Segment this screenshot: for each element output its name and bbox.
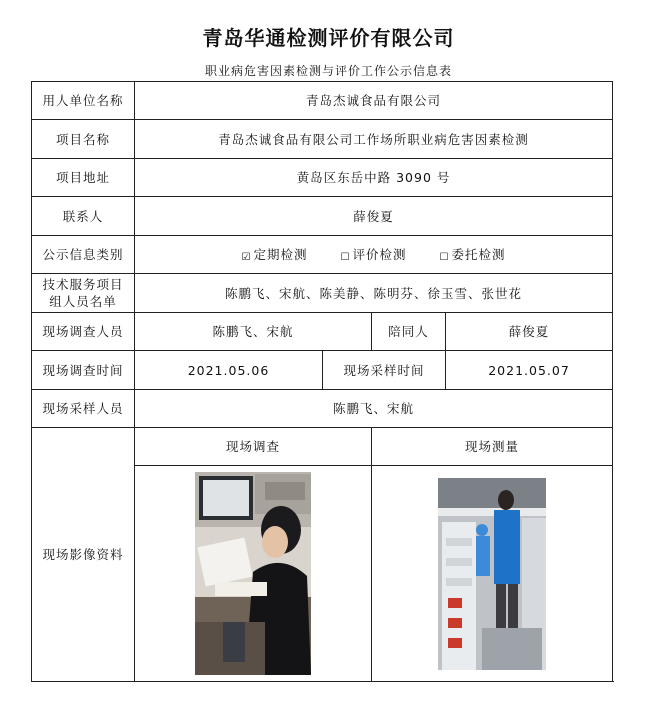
survey-time-label: 现场调查时间	[32, 351, 135, 390]
escort-label: 陪同人	[372, 313, 446, 351]
option-evaluation[interactable]	[341, 246, 407, 263]
category-options	[135, 236, 613, 274]
table-row	[32, 159, 613, 197]
checkbox-checked-icon[interactable]: ☑	[241, 252, 252, 263]
project-value: 青岛杰诚食品有限公司工作场所职业病危害因素检测	[135, 120, 613, 159]
table-row	[32, 351, 613, 390]
survey-photo-graphic	[195, 472, 311, 675]
address-label: 项目地址	[32, 159, 135, 197]
option-periodic-label: 定期检测	[253, 247, 308, 262]
sampling-time-value: 2021.05.07	[446, 351, 613, 390]
address-value: 黄岛区东岳中路 3090 号	[135, 159, 613, 197]
table-row	[32, 82, 613, 120]
contact-label: 联系人	[32, 197, 135, 236]
option-evaluation-label: 评价检测	[352, 247, 407, 262]
table-row	[32, 313, 613, 351]
project-label: 项目名称	[32, 120, 135, 159]
checkbox-unchecked-icon[interactable]: ☐	[439, 252, 450, 263]
contact-value: 薛俊夏	[135, 197, 613, 236]
checkbox-unchecked-icon[interactable]: ☐	[340, 252, 351, 263]
survey-time-value: 2021.05.06	[135, 351, 323, 390]
company-title: 青岛华通检测评价有限公司	[202, 26, 455, 50]
form-subtitle: 职业病危害因素检测与评价工作公示信息表	[204, 64, 452, 78]
media-label: 现场影像资料	[32, 428, 135, 682]
table-row	[32, 428, 613, 466]
employer-value: 青岛杰诚食品有限公司	[135, 82, 613, 120]
sampling-staff-label: 现场采样人员	[32, 390, 135, 428]
employer-label: 用人单位名称	[32, 82, 135, 120]
survey-photo	[195, 472, 311, 675]
table-row	[32, 236, 613, 274]
media-col-survey: 现场调查	[135, 428, 372, 466]
measure-photo-graphic	[438, 478, 546, 670]
option-entrusted[interactable]	[439, 246, 505, 263]
media-col-measure: 现场测量	[372, 428, 613, 466]
category-label: 公示信息类别	[32, 236, 135, 274]
option-entrusted-label: 委托检测	[451, 247, 506, 262]
disclosure-table	[31, 81, 613, 682]
table-row	[32, 120, 613, 159]
measure-photo-cell	[372, 466, 613, 682]
option-periodic[interactable]	[242, 246, 308, 263]
sampling-time-label: 现场采样时间	[323, 351, 446, 390]
measure-photo	[438, 478, 546, 670]
survey-staff-value: 陈鹏飞、宋航	[135, 313, 372, 351]
table-row	[32, 390, 613, 428]
team-value: 陈鹏飞、宋航、陈美静、陈明芬、徐玉雪、张世花	[135, 274, 613, 313]
escort-value: 薛俊夏	[446, 313, 613, 351]
sampling-staff-value: 陈鹏飞、宋航	[135, 390, 613, 428]
survey-photo-cell	[135, 466, 372, 682]
table-row	[32, 197, 613, 236]
survey-staff-label: 现场调查人员	[32, 313, 135, 351]
table-row	[32, 274, 613, 313]
team-label: 技术服务项目组人员名单	[32, 274, 135, 313]
